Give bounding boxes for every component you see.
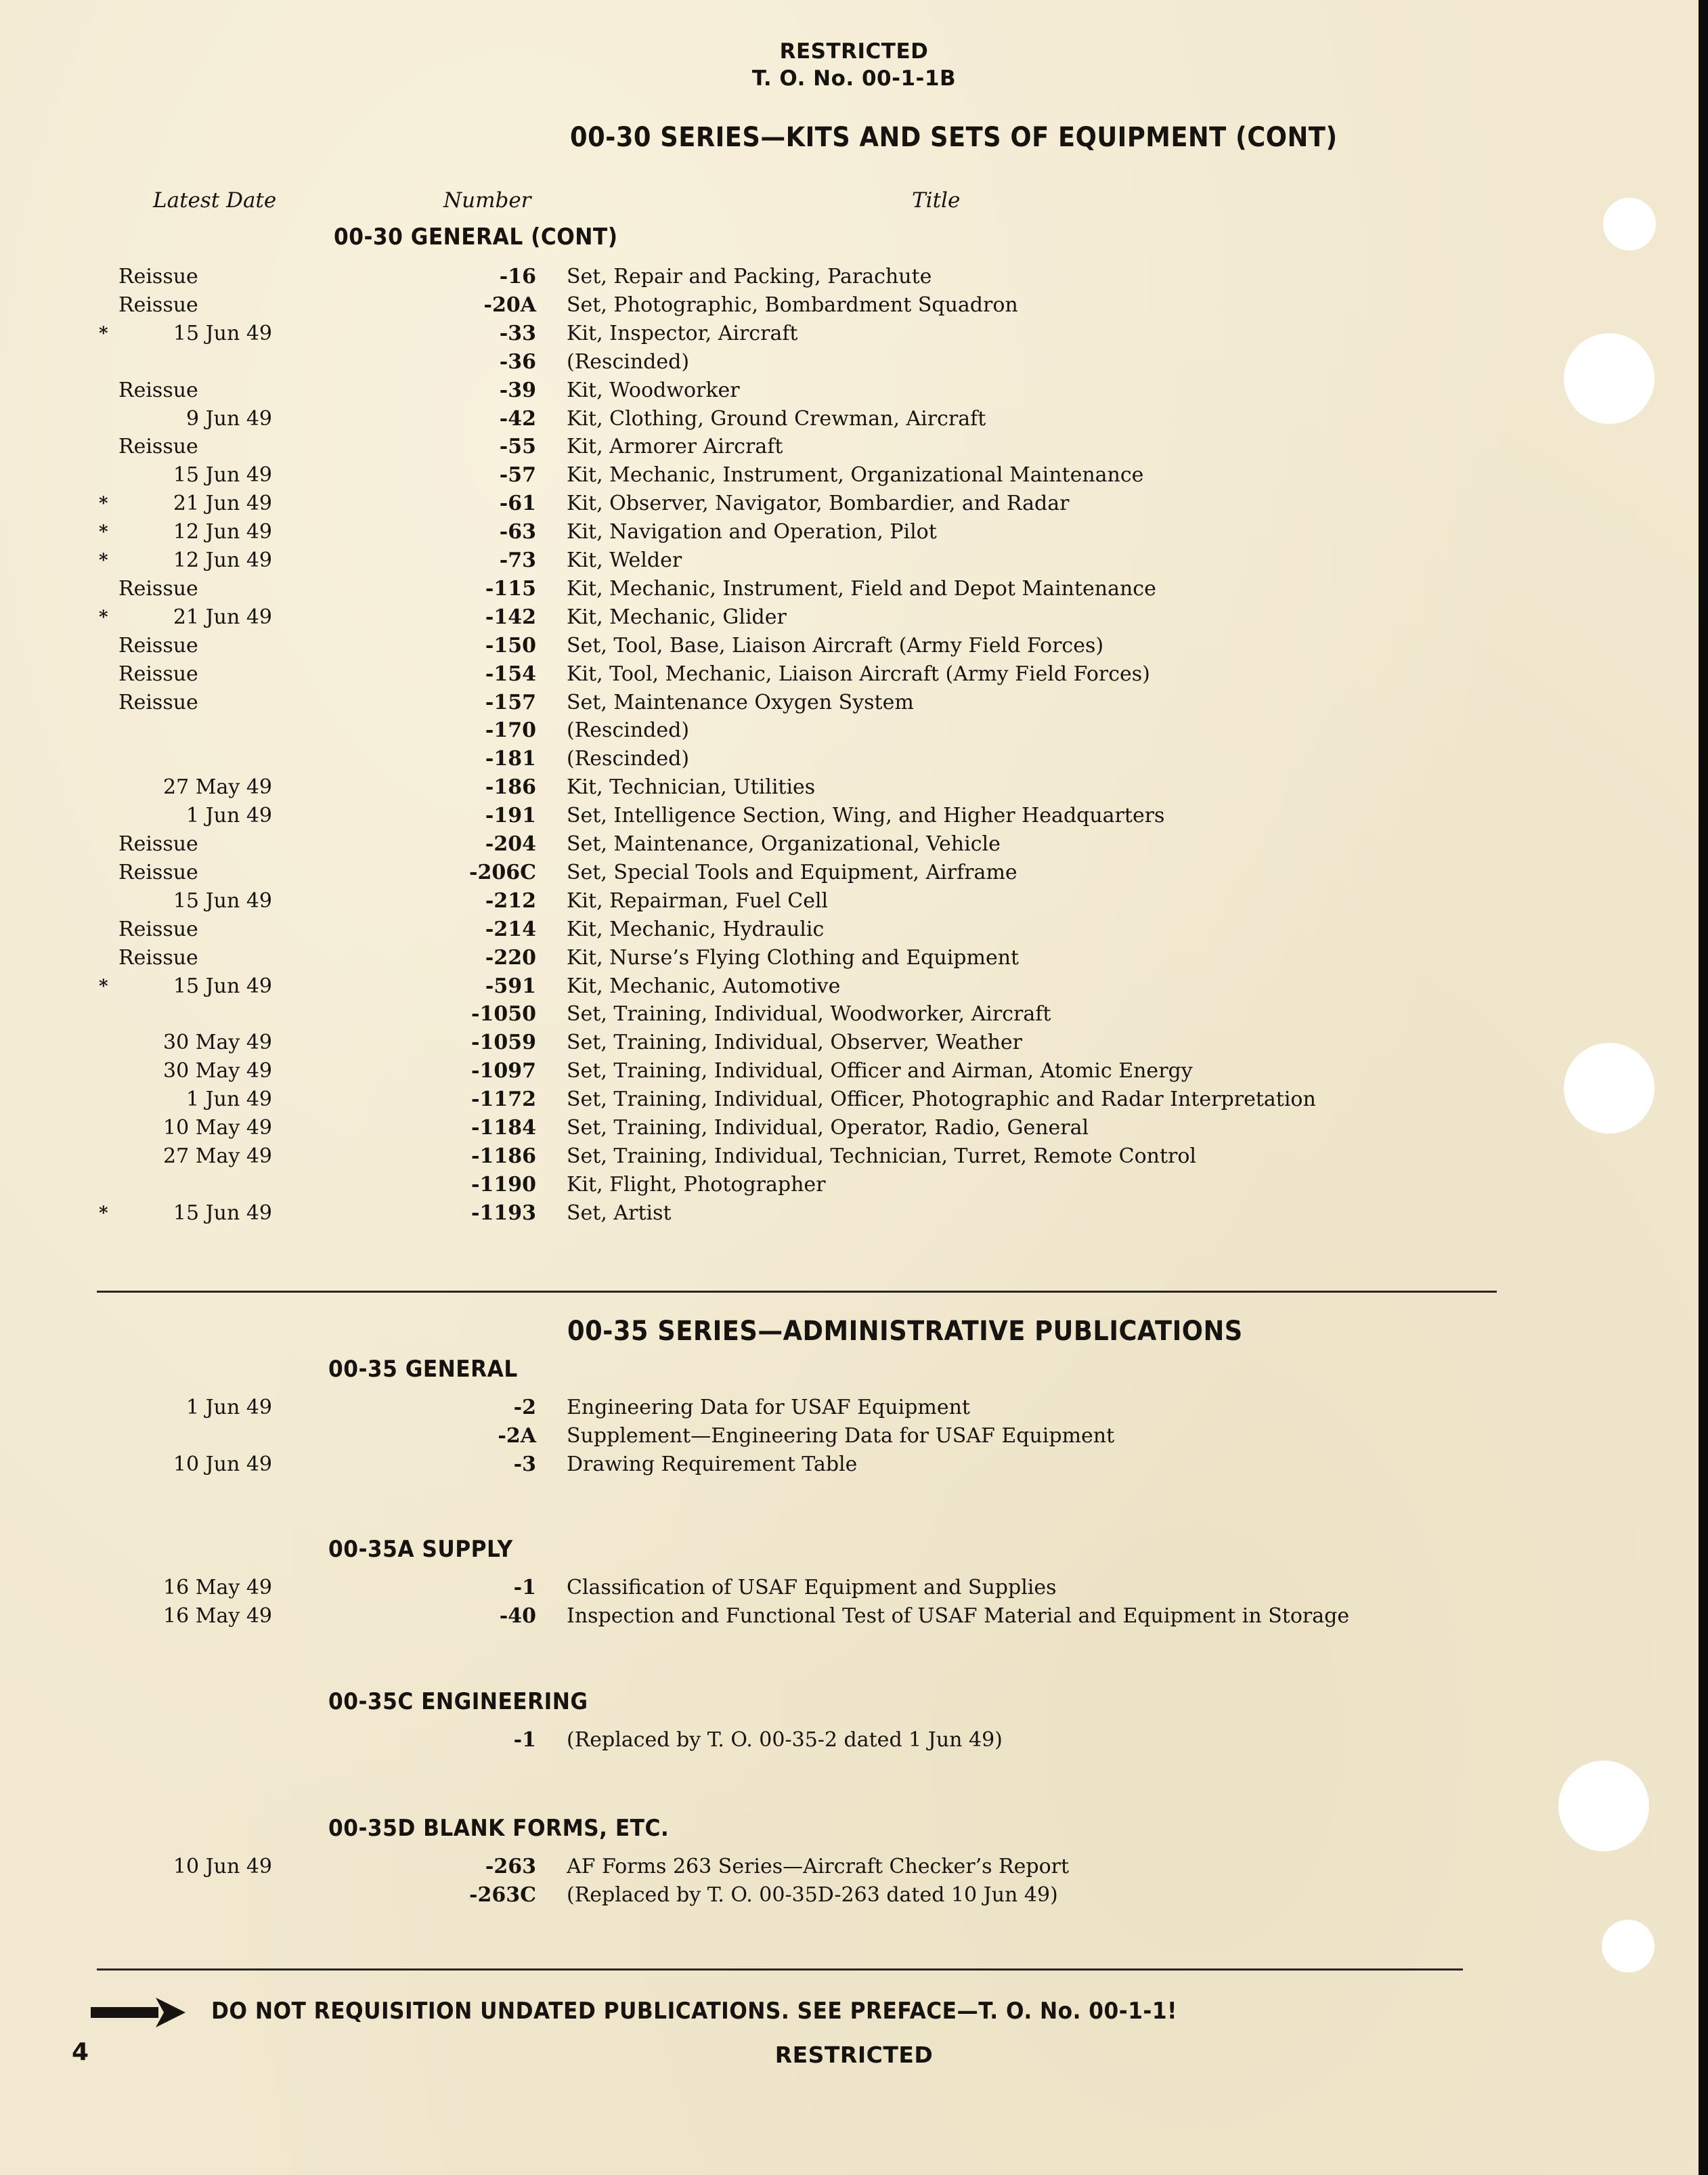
binder-hole bbox=[1564, 333, 1655, 424]
latest-date: Reissue bbox=[118, 265, 198, 288]
publication-number: -20A bbox=[483, 293, 536, 317]
table-row bbox=[0, 1881, 1557, 1910]
table-row bbox=[0, 490, 1557, 518]
latest-date: 1 Jun 49 bbox=[185, 1088, 272, 1112]
publication-title: Set, Photographic, Bombardment Squadron bbox=[567, 293, 1018, 317]
publication-number: -154 bbox=[485, 662, 536, 686]
doc-number: T. O. No. 00-1-1B bbox=[751, 66, 957, 91]
publication-number: -61 bbox=[499, 492, 536, 516]
table-row bbox=[0, 1142, 1557, 1171]
publication-title: Set, Special Tools and Equipment, Airframe bbox=[567, 860, 1017, 884]
publication-number: -1059 bbox=[471, 1031, 536, 1055]
publication-number: -63 bbox=[499, 520, 536, 544]
latest-date: 9 Jun 49 bbox=[185, 406, 272, 431]
latest-date: Reissue bbox=[118, 662, 198, 686]
table-row bbox=[0, 546, 1557, 575]
series-title-00-35: 00-35 SERIES—ADMINISTRATIVE PUBLICATIONS bbox=[567, 1316, 1243, 1347]
table-row bbox=[0, 1029, 1557, 1057]
publication-title: Set, Artist bbox=[567, 1201, 672, 1225]
publication-title: Set, Maintenance, Organizational, Vehicle bbox=[567, 832, 1001, 856]
publication-number: -191 bbox=[485, 804, 536, 828]
latest-date: 15 Jun 49 bbox=[173, 888, 272, 913]
group-title-00-35d-blank-forms: 00-35D BLANK FORMS, ETC. bbox=[328, 1815, 670, 1842]
publication-title: Kit, Armorer Aircraft bbox=[567, 435, 783, 459]
latest-date: Reissue bbox=[118, 832, 198, 856]
table-row bbox=[0, 1602, 1557, 1631]
publication-number: -3 bbox=[513, 1452, 536, 1476]
latest-date: 30 May 49 bbox=[163, 1059, 272, 1083]
table-row bbox=[0, 1394, 1557, 1422]
publication-number: -16 bbox=[499, 265, 536, 288]
publication-title: Kit, Observer, Navigator, Bombardier, and Radar bbox=[567, 492, 1070, 516]
classification-header: RESTRICTED bbox=[779, 39, 929, 64]
table-row bbox=[0, 1199, 1557, 1228]
latest-date: 16 May 49 bbox=[163, 1603, 272, 1628]
publication-number: -2 bbox=[513, 1396, 536, 1419]
table-row bbox=[0, 944, 1557, 972]
publication-number: -1184 bbox=[471, 1116, 536, 1140]
publication-number: -212 bbox=[485, 888, 536, 913]
table-row bbox=[0, 1853, 1557, 1881]
table-row bbox=[0, 1114, 1557, 1142]
latest-date: 27 May 49 bbox=[163, 1144, 272, 1168]
table-row bbox=[0, 1450, 1557, 1479]
publication-title: Set, Intelligence Section, Wing, and Higher Headquarters bbox=[567, 804, 1165, 828]
latest-date: Reissue bbox=[118, 690, 198, 714]
publication-title: Kit, Woodworker bbox=[567, 378, 740, 402]
table-row bbox=[0, 1057, 1557, 1085]
publication-title: Set, Repair and Packing, Parachute bbox=[567, 265, 932, 288]
publication-title: Supplement—Engineering Data for USAF Equipment bbox=[567, 1423, 1115, 1448]
latest-date: 15 Jun 49 bbox=[173, 321, 272, 345]
publication-number: -115 bbox=[485, 576, 536, 601]
publication-title: Kit, Clothing, Ground Crewman, Aircraft bbox=[567, 406, 986, 431]
publication-number: -186 bbox=[485, 775, 536, 800]
publication-number: -157 bbox=[485, 690, 536, 714]
publication-title: Drawing Requirement Table bbox=[567, 1452, 858, 1476]
series-title-00-30: 00-30 SERIES—KITS AND SETS OF EQUIPMENT (CONT) bbox=[570, 122, 1338, 153]
publication-number: -42 bbox=[499, 406, 536, 431]
publication-title: Set, Training, Individual, Technician, Turret, Remote Control bbox=[567, 1144, 1196, 1168]
latest-date: Reissue bbox=[118, 860, 198, 884]
latest-date: 1 Jun 49 bbox=[185, 1396, 272, 1419]
table-row bbox=[0, 660, 1557, 689]
latest-date: Reissue bbox=[118, 945, 198, 970]
binder-hole bbox=[1558, 1761, 1649, 1851]
latest-date: Reissue bbox=[118, 293, 198, 317]
latest-date: 1 Jun 49 bbox=[185, 804, 272, 828]
publication-title: Set, Training, Individual, Woodworker, Aircraft bbox=[567, 1002, 1051, 1027]
latest-date: 15 Jun 49 bbox=[173, 1201, 272, 1225]
latest-date: Reissue bbox=[118, 633, 198, 658]
new-entry-marker: * bbox=[99, 607, 108, 628]
group-title-00-35a-supply: 00-35A SUPPLY bbox=[328, 1536, 513, 1563]
latest-date: Reissue bbox=[118, 917, 198, 941]
binder-hole bbox=[1602, 1920, 1655, 1973]
publication-number: -36 bbox=[499, 349, 536, 374]
publication-title: Kit, Mechanic, Glider bbox=[567, 605, 787, 629]
table-row bbox=[0, 972, 1557, 1001]
publication-title: Kit, Flight, Photographer bbox=[567, 1172, 826, 1197]
requisition-notice: DO NOT REQUISITION UNDATED PUBLICATIONS. SEE PREFACE—T. O. No. 00-1-1! bbox=[211, 1998, 1177, 2025]
latest-date: 12 Jun 49 bbox=[173, 520, 272, 544]
table-row bbox=[0, 348, 1557, 376]
group-title-00-35-general: 00-35 GENERAL bbox=[328, 1356, 518, 1383]
publication-number: -1097 bbox=[471, 1059, 536, 1083]
publication-number: -170 bbox=[485, 718, 536, 743]
table-row bbox=[0, 1085, 1557, 1114]
publication-number: -33 bbox=[499, 321, 536, 345]
publication-title: Inspection and Functional Test of USAF Material and Equipment in Storage bbox=[567, 1603, 1350, 1628]
publication-title: Set, Training, Individual, Officer and Airman, Atomic Energy bbox=[567, 1059, 1193, 1083]
scan-edge bbox=[1699, 0, 1708, 2175]
publication-title: Set, Tool, Base, Liaison Aircraft (Army Field Forces) bbox=[567, 633, 1104, 658]
publication-title: (Rescinded) bbox=[567, 718, 690, 743]
publication-number: -40 bbox=[499, 1603, 536, 1628]
publication-title: Kit, Tool, Mechanic, Liaison Aircraft (Army Field Forces) bbox=[567, 662, 1150, 686]
publication-number: -1 bbox=[513, 1728, 536, 1752]
latest-date: 16 May 49 bbox=[163, 1576, 272, 1599]
publication-number: -55 bbox=[499, 435, 536, 459]
page-number: 4 bbox=[72, 2038, 89, 2066]
table-row bbox=[0, 291, 1557, 320]
classification-footer: RESTRICTED bbox=[774, 2042, 934, 2068]
publication-title: (Rescinded) bbox=[567, 349, 690, 374]
latest-date: 15 Jun 49 bbox=[173, 974, 272, 998]
new-entry-marker: * bbox=[99, 551, 108, 571]
new-entry-marker: * bbox=[99, 1203, 108, 1224]
publication-title: Kit, Welder bbox=[567, 548, 682, 572]
publication-number: -263 bbox=[485, 1855, 536, 1878]
table-row bbox=[0, 433, 1557, 461]
table-row bbox=[0, 1574, 1557, 1602]
publication-title: Engineering Data for USAF Equipment bbox=[567, 1396, 970, 1419]
publication-number: -150 bbox=[485, 633, 536, 658]
table-row bbox=[0, 745, 1557, 773]
group-title-00-35c-engineering: 00-35C ENGINEERING bbox=[328, 1688, 588, 1715]
publication-number: -39 bbox=[499, 378, 536, 402]
latest-date: Reissue bbox=[118, 378, 198, 402]
publication-title: Kit, Inspector, Aircraft bbox=[567, 321, 798, 345]
publication-title: AF Forms 263 Series—Aircraft Checker’s Report bbox=[567, 1855, 1070, 1878]
column-header-title: Title bbox=[912, 188, 961, 213]
table-row bbox=[0, 1171, 1557, 1199]
new-entry-marker: * bbox=[99, 494, 108, 515]
latest-date: 30 May 49 bbox=[163, 1031, 272, 1055]
table-row bbox=[0, 1000, 1557, 1029]
publication-title: (Replaced by T. O. 00-35D-263 dated 10 Jun 49) bbox=[567, 1882, 1058, 1907]
latest-date: 21 Jun 49 bbox=[173, 605, 272, 629]
publication-number: -2A bbox=[498, 1423, 536, 1448]
publication-number: -206C bbox=[469, 860, 536, 884]
column-header-number: Number bbox=[443, 188, 531, 213]
table-row bbox=[0, 603, 1557, 632]
latest-date: Reissue bbox=[118, 435, 198, 459]
table-row bbox=[0, 1422, 1557, 1450]
publication-title: Kit, Mechanic, Instrument, Field and Depot Maintenance bbox=[567, 576, 1156, 601]
footer-divider bbox=[97, 1968, 1463, 1971]
publication-number: -263C bbox=[469, 1882, 536, 1907]
table-row bbox=[0, 802, 1557, 830]
publication-title: Kit, Nurse’s Flying Clothing and Equipment bbox=[567, 945, 1020, 970]
publication-number: -220 bbox=[485, 945, 536, 970]
table-row bbox=[0, 689, 1557, 717]
table-row bbox=[0, 916, 1557, 944]
publication-number: -1050 bbox=[471, 1002, 536, 1027]
new-entry-marker: * bbox=[99, 976, 108, 997]
publication-number: -1 bbox=[513, 1576, 536, 1599]
publication-number: -142 bbox=[485, 605, 536, 629]
publication-number: -1193 bbox=[471, 1201, 536, 1225]
column-header-date: Latest Date bbox=[153, 188, 277, 213]
table-row bbox=[0, 575, 1557, 603]
section-divider bbox=[97, 1291, 1497, 1293]
arrow-right-icon bbox=[91, 1998, 185, 2030]
publication-title: (Rescinded) bbox=[567, 747, 690, 771]
table-row bbox=[0, 1726, 1557, 1754]
new-entry-marker: * bbox=[99, 323, 108, 344]
publication-title: Kit, Mechanic, Hydraulic bbox=[567, 917, 825, 941]
table-row bbox=[0, 773, 1557, 802]
binder-hole bbox=[1603, 198, 1656, 251]
table-row bbox=[0, 461, 1557, 490]
latest-date: 10 Jun 49 bbox=[173, 1452, 272, 1476]
table-row bbox=[0, 859, 1557, 887]
latest-date: 10 Jun 49 bbox=[173, 1855, 272, 1878]
publication-number: -1186 bbox=[471, 1144, 536, 1168]
table-row bbox=[0, 830, 1557, 859]
table-row bbox=[0, 376, 1557, 405]
table-row bbox=[0, 716, 1557, 745]
latest-date: Reissue bbox=[118, 576, 198, 601]
latest-date: 10 May 49 bbox=[163, 1116, 272, 1140]
publication-title: Set, Training, Individual, Officer, Photographic and Radar Interpretation bbox=[567, 1088, 1316, 1112]
binder-hole bbox=[1564, 1043, 1655, 1134]
table-row bbox=[0, 887, 1557, 916]
table-row bbox=[0, 632, 1557, 660]
publication-title: Set, Training, Individual, Observer, Weather bbox=[567, 1031, 1022, 1055]
publication-number: -214 bbox=[485, 917, 536, 941]
publication-title: Kit, Technician, Utilities bbox=[567, 775, 816, 800]
publication-title: Kit, Navigation and Operation, Pilot bbox=[567, 520, 937, 544]
publication-number: -1172 bbox=[471, 1088, 536, 1112]
latest-date: 15 Jun 49 bbox=[173, 463, 272, 488]
publication-title: Set, Maintenance Oxygen System bbox=[567, 690, 914, 714]
table-row bbox=[0, 405, 1557, 433]
publication-number: -57 bbox=[499, 463, 536, 488]
publication-title: Kit, Mechanic, Automotive bbox=[567, 974, 841, 998]
publication-title: Kit, Repairman, Fuel Cell bbox=[567, 888, 829, 913]
publication-number: -591 bbox=[485, 974, 536, 998]
publication-title: Set, Training, Individual, Operator, Radio, General bbox=[567, 1116, 1089, 1140]
table-row bbox=[0, 263, 1557, 291]
table-row bbox=[0, 320, 1557, 348]
latest-date: 21 Jun 49 bbox=[173, 492, 272, 516]
publication-number: -181 bbox=[485, 747, 536, 771]
publication-number: -1190 bbox=[471, 1172, 536, 1197]
publication-number: -73 bbox=[499, 548, 536, 572]
group-title-00-30-general: 00-30 GENERAL (CONT) bbox=[334, 223, 618, 251]
latest-date: 27 May 49 bbox=[163, 775, 272, 800]
table-row bbox=[0, 518, 1557, 546]
new-entry-marker: * bbox=[99, 522, 108, 543]
publication-title: Classification of USAF Equipment and Supplies bbox=[567, 1576, 1057, 1599]
latest-date: 12 Jun 49 bbox=[173, 548, 272, 572]
publication-title: Kit, Mechanic, Instrument, Organizational Maintenance bbox=[567, 463, 1144, 488]
publication-title: (Replaced by T. O. 00-35-2 dated 1 Jun 49) bbox=[567, 1728, 1003, 1752]
publication-number: -204 bbox=[485, 832, 536, 856]
